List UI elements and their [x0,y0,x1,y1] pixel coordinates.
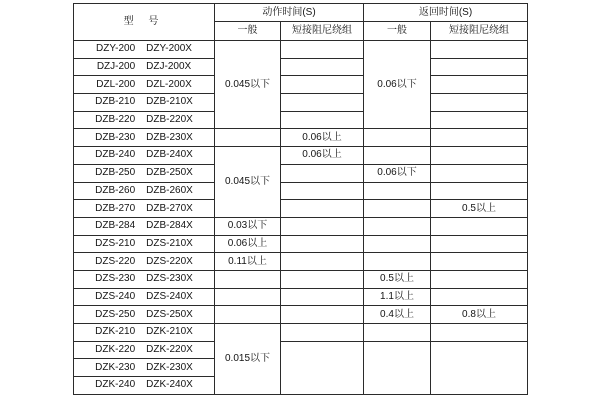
table-row [74,76,528,94]
model-name-x: DZB-260X [146,184,193,196]
return-general-cell [364,147,431,165]
spec-table [73,3,528,395]
table-row [74,129,528,147]
table-row [74,147,528,165]
model-name-x: DZK-220X [146,344,193,356]
action-damping-cell [281,58,364,76]
model-name: DZB-230 [95,131,136,143]
action-general-cell [215,306,281,324]
model-name: DZB-260 [95,184,136,196]
model-name: DZS-240 [95,290,136,302]
model-cell [74,200,215,218]
return-damping-cell [431,253,528,271]
action-general-cell: 0.045以下 [215,147,281,218]
table-row [74,235,528,253]
action-damping-cell [281,94,364,112]
model-cell [74,129,215,147]
action-general-cell: 0.11以上 [215,253,281,271]
model-cell [74,182,215,200]
model-cell [74,147,215,165]
action-general-cell [215,288,281,306]
model-name-x: DZK-210X [146,326,193,338]
header-row-groups [74,4,528,22]
table-row [74,111,528,129]
model-name: DZS-210 [95,237,136,249]
return-damping-cell [431,147,528,165]
model-name-x: DZK-240X [146,379,193,391]
table-row [74,324,528,342]
model-name: DZK-220 [95,344,136,356]
model-cell [74,306,215,324]
model-name-x: DZB-220X [146,114,193,126]
action-damping-header: 短接阻尼绕组 [281,22,364,41]
model-name-x: DZK-230X [146,361,193,373]
action-general-cell [215,129,281,147]
model-name: DZB-270 [95,202,136,214]
model-name-x: DZS-240X [146,290,193,302]
model-name: DZB-250 [95,167,136,179]
model-cell [74,58,215,76]
model-name-x: DZB-250X [146,167,193,179]
model-name-x: DZS-230X [146,273,193,285]
model-name: DZK-210 [95,326,136,338]
model-cell [74,324,215,342]
model-name: DZY-200 [96,43,136,55]
table-row [74,270,528,288]
return-damping-cell [431,129,528,147]
model-name-x: DZY-200X [146,43,192,55]
return-general-cell [364,235,431,253]
return-general-cell [364,200,431,218]
model-name-x: DZB-270X [146,202,193,214]
action-damping-cell [281,270,364,288]
model-name: DZB-284 [95,220,136,232]
model-name: DZK-240 [95,379,136,391]
return-general-cell: 0.06以下 [364,164,431,182]
model-name-x: DZS-220X [146,255,193,267]
return-damping-cell [431,182,528,200]
action-damping-cell: 0.06以上 [281,129,364,147]
action-damping-cell [281,306,364,324]
return-general-cell [364,129,431,147]
table-row [74,253,528,271]
action-general-cell: 0.03以下 [215,217,281,235]
model-name: DZK-230 [95,361,136,373]
model-name-x: DZB-284X [146,220,193,232]
model-cell [74,217,215,235]
action-damping-cell [281,253,364,271]
return-general-header: 一般 [364,22,431,41]
action-general-cell: 0.045以下 [215,41,281,129]
return-general-cell [364,217,431,235]
action-time-header: 动作时间(S) [215,4,364,22]
action-general-cell: 0.015以下 [215,324,281,395]
model-name-x: DZS-210X [146,237,193,249]
action-damping-cell [281,217,364,235]
model-name-x: DZL-200X [146,78,192,90]
table-row [74,306,528,324]
model-name: DZB-220 [95,114,136,126]
model-name: DZB-240 [95,149,136,161]
return-damping-cell [431,58,528,76]
return-damping-cell [431,76,528,94]
model-column-header: 型 号 [74,4,215,41]
model-cell [74,288,215,306]
return-damping-header: 短接阻尼绕组 [431,22,528,41]
return-damping-cell [431,288,528,306]
table-row [74,288,528,306]
model-cell [74,41,215,59]
model-name: DZS-230 [95,273,136,285]
model-name: DZB-210 [95,96,136,108]
action-damping-cell [281,235,364,253]
action-damping-cell [281,288,364,306]
table-row [74,200,528,218]
action-damping-cell [281,111,364,129]
table-row [74,341,528,359]
table-row [74,164,528,182]
model-name: DZL-200 [96,78,136,90]
model-name-x: DZB-230X [146,131,193,143]
model-cell [74,253,215,271]
model-name: DZS-220 [95,255,136,267]
model-cell [74,111,215,129]
return-general-cell: 1.1以上 [364,288,431,306]
action-damping-cell [281,182,364,200]
action-damping-cell [281,76,364,94]
return-damping-cell [431,94,528,112]
return-general-cell [364,253,431,271]
return-damping-cell [431,41,528,59]
action-damping-cell [281,41,364,59]
table-row [74,94,528,112]
return-damping-cell [431,111,528,129]
action-damping-cell [281,164,364,182]
model-cell [74,359,215,377]
model-cell [74,377,215,395]
model-name: DZS-250 [95,308,136,320]
return-damping-cell [431,270,528,288]
return-time-header: 返回时间(S) [364,4,528,22]
return-damping-cell [431,164,528,182]
return-damping-cell [431,341,528,394]
return-general-cell [364,182,431,200]
return-general-cell [364,341,431,394]
return-damping-cell: 0.8以上 [431,306,528,324]
return-general-cell: 0.06以下 [364,41,431,129]
model-cell [74,270,215,288]
action-general-cell: 0.06以上 [215,235,281,253]
model-name-x: DZB-210X [146,96,193,108]
return-general-cell: 0.4以上 [364,306,431,324]
model-cell [74,235,215,253]
model-name-x: DZS-250X [146,308,193,320]
action-damping-cell [281,341,364,394]
table-row [74,41,528,59]
table-row [74,182,528,200]
model-cell [74,341,215,359]
action-damping-cell [281,324,364,342]
model-cell [74,94,215,112]
return-damping-cell [431,217,528,235]
action-general-header: 一般 [215,22,281,41]
return-damping-cell [431,324,528,342]
return-damping-cell [431,235,528,253]
model-cell [74,76,215,94]
table-row [74,217,528,235]
model-name-x: DZJ-200X [146,61,192,73]
model-name: DZJ-200 [96,61,136,73]
return-general-cell [364,324,431,342]
model-cell [74,164,215,182]
action-damping-cell [281,200,364,218]
action-general-cell [215,270,281,288]
return-general-cell: 0.5以上 [364,270,431,288]
return-damping-cell: 0.5以上 [431,200,528,218]
model-name-x: DZB-240X [146,149,193,161]
action-damping-cell: 0.06以上 [281,147,364,165]
table-row [74,58,528,76]
